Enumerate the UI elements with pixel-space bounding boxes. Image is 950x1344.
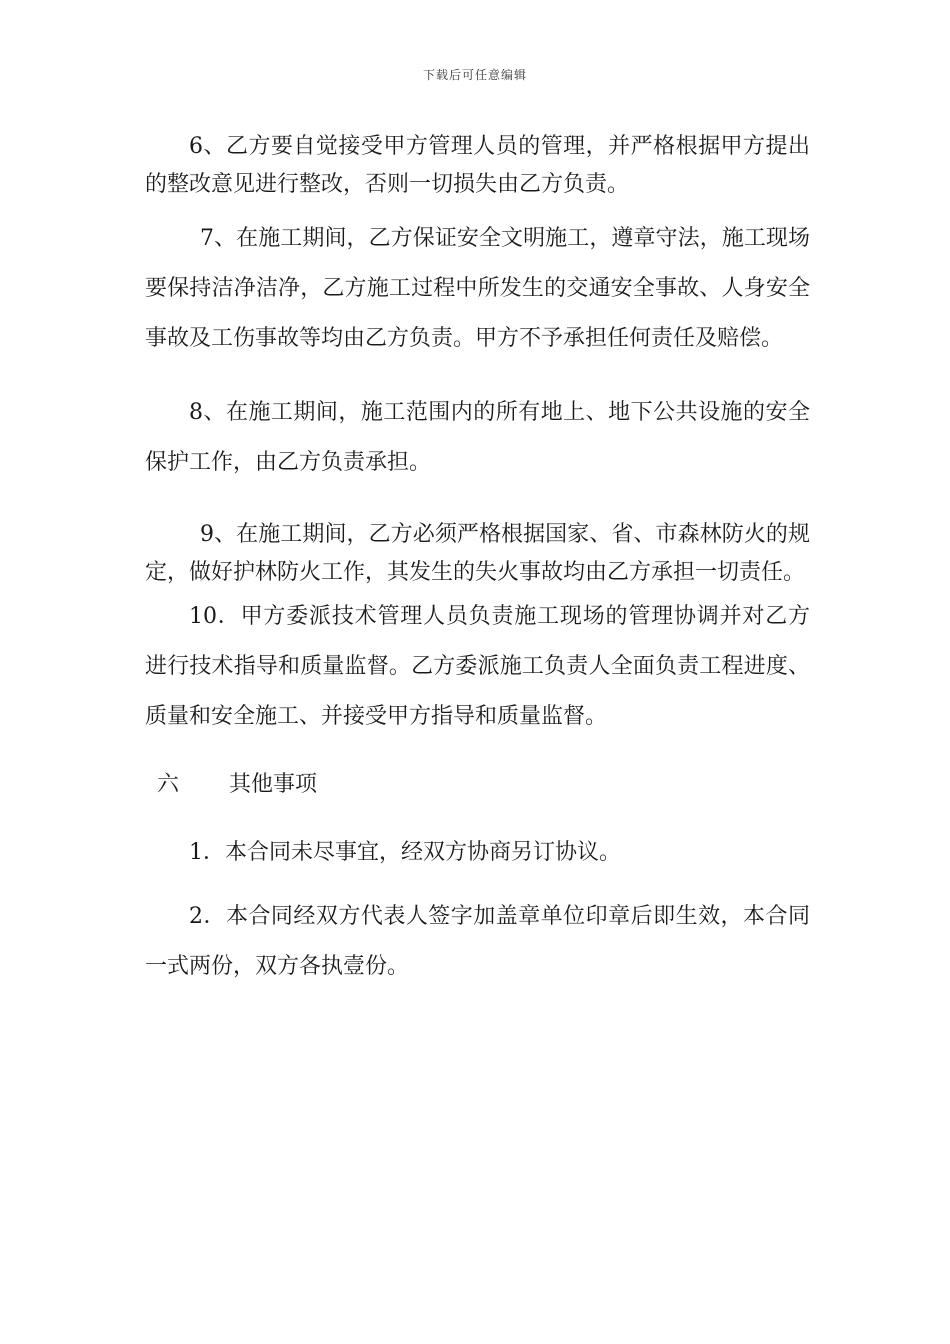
clause-10: 10．甲方委派技术管理人员负责施工现场的管理协调并对乙方进行技术指导和质量监督。乙方委派施工负责人全面负责工程进度、质量和安全施工、并接受甲方指导和质量监督。 bbox=[145, 604, 810, 729]
clause-6: 6、乙方要自觉接受甲方管理人员的管理，并严格根据甲方提出的整改意见进行整改，否则一切损失由乙方负责。 bbox=[145, 134, 810, 197]
page-header: 下载后可任意编辑 bbox=[422, 68, 527, 82]
clause-8: 8、在施工期间，施工范围内的所有地上、地下公共设施的安全保护工作，由乙方负责承担。 bbox=[145, 400, 810, 475]
document-body bbox=[145, 128, 810, 992]
section-heading bbox=[145, 760, 810, 810]
section-item-1: 1．本合同未尽事宜，经双方协商另订协议。 bbox=[189, 840, 621, 865]
clause-9: 9、在施工期间，乙方必须严格根据国家、省、市森林防火的规定，做好护林防火工作，其发生的失火事故均由乙方承担一切责任。 bbox=[145, 522, 810, 585]
section-title: 其他事项 bbox=[229, 772, 318, 797]
section-number: 六 bbox=[157, 772, 180, 797]
section-item-2: 2．本合同经双方代表人签字加盖章单位印章后即生效，本合同一式两份，双方各执壹份。 bbox=[145, 904, 810, 979]
clause-7: 7、在施工期间，乙方保证安全文明施工，遵章守法，施工现场要保持洁净洁净，乙方施工过程中所发生的交通安全事故、人身安全事故及工伤事故等均由乙方负责。甲方不予承担任何责任及赔偿。 bbox=[145, 226, 810, 351]
